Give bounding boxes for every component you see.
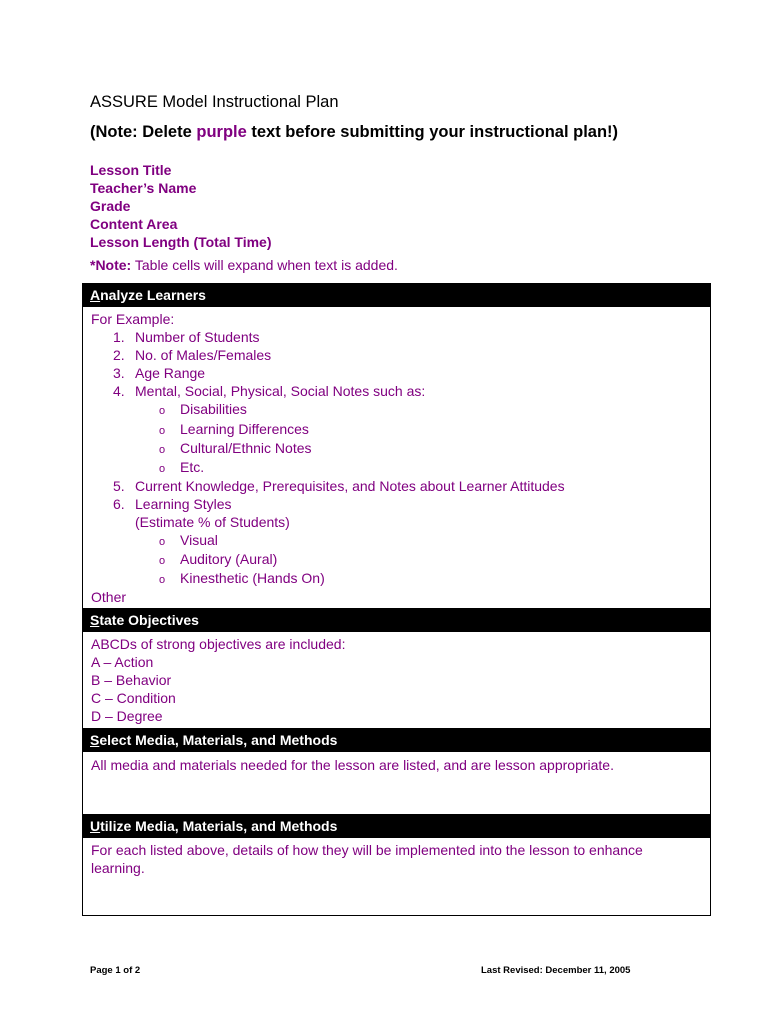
lesson-fields xyxy=(90,161,272,251)
objectives-line: C – Condition xyxy=(91,690,176,706)
list-number: 1. xyxy=(113,329,125,345)
section-header-utilize: Utilize Media, Materials, and Methods xyxy=(82,814,711,838)
utilize-line: learning. xyxy=(91,860,145,876)
list-item: Current Knowledge, Prerequisites, and Notes about Learner Attitudes xyxy=(135,478,565,494)
field-content-area[interactable]: Content Area xyxy=(90,216,178,232)
bullet-icon: o xyxy=(159,536,166,548)
list-item: No. of Males/Females xyxy=(135,347,272,363)
list-number: 3. xyxy=(113,365,125,381)
list-number: 4. xyxy=(113,383,125,399)
utilize-line: For each listed above, details of how they will be implemented into the lesson to enhance xyxy=(91,842,643,858)
bullet-item: Learning Differences xyxy=(180,421,309,437)
bullet-icon: o xyxy=(159,555,166,567)
field-lesson-length[interactable]: Lesson Length (Total Time) xyxy=(90,234,272,250)
section-header-analyze: Analyze Learners xyxy=(82,283,711,307)
document-title: ASSURE Model Instructional Plan xyxy=(90,93,339,111)
field-grade[interactable]: Grade xyxy=(90,198,131,214)
objectives-line: B – Behavior xyxy=(91,672,172,688)
list-number: 6. xyxy=(113,496,125,512)
note-prefix: (Note: Delete xyxy=(90,123,197,141)
analyze-intro: For Example: xyxy=(91,311,175,327)
analyze-other: Other xyxy=(91,589,127,605)
section-body-state[interactable] xyxy=(82,632,711,728)
list-item: Learning Styles xyxy=(135,496,232,512)
bullet-item: Etc. xyxy=(180,459,205,475)
bullet-item: Disabilities xyxy=(180,401,247,417)
table-bottom-border xyxy=(82,915,711,916)
note-purple-word: purple xyxy=(196,123,247,141)
select-text: All media and materials needed for the lesson are listed, and are lesson appropriate. xyxy=(91,757,614,773)
bullet-item: Auditory (Aural) xyxy=(180,551,278,567)
objectives-line: A – Action xyxy=(91,654,154,670)
section-header-select: Select Media, Materials, and Methods xyxy=(82,728,711,752)
section-header-state: State Objectives xyxy=(82,608,711,632)
last-revised: Last Revised: December 11, 2005 xyxy=(481,965,631,976)
tip-label: *Note: xyxy=(90,257,132,273)
objectives-line: ABCDs of strong objectives are included: xyxy=(91,636,346,652)
bullet-icon: o xyxy=(159,444,166,456)
bullet-icon: o xyxy=(159,463,166,475)
bullet-item: Visual xyxy=(180,532,218,548)
list-item-note: (Estimate % of Students) xyxy=(135,514,290,530)
list-number: 2. xyxy=(113,347,125,363)
section-body-utilize[interactable] xyxy=(82,838,711,916)
objectives-line: D – Degree xyxy=(91,708,163,724)
table-tip xyxy=(90,257,398,273)
field-lesson-title[interactable]: Lesson Title xyxy=(90,162,172,178)
list-item: Mental, Social, Physical, Social Notes such as: xyxy=(135,383,426,399)
list-item: Age Range xyxy=(135,365,206,381)
submission-note xyxy=(90,123,618,142)
section-body-analyze[interactable] xyxy=(82,307,711,608)
bullet-icon: o xyxy=(159,405,166,417)
note-suffix: text before submitting your instructional plan!) xyxy=(246,123,619,141)
field-teacher-name[interactable]: Teacher’s Name xyxy=(90,180,197,196)
list-number: 5. xyxy=(113,478,125,494)
section-body-select[interactable] xyxy=(82,752,711,814)
bullet-icon: o xyxy=(159,574,166,586)
page-number: Page 1 of 2 xyxy=(90,965,141,976)
tip-text: Table cells will expand when text is added. xyxy=(131,257,398,273)
bullet-item: Kinesthetic (Hands On) xyxy=(180,570,325,586)
bullet-item: Cultural/Ethnic Notes xyxy=(180,440,312,456)
list-item: Number of Students xyxy=(135,329,260,345)
bullet-icon: o xyxy=(159,425,166,437)
